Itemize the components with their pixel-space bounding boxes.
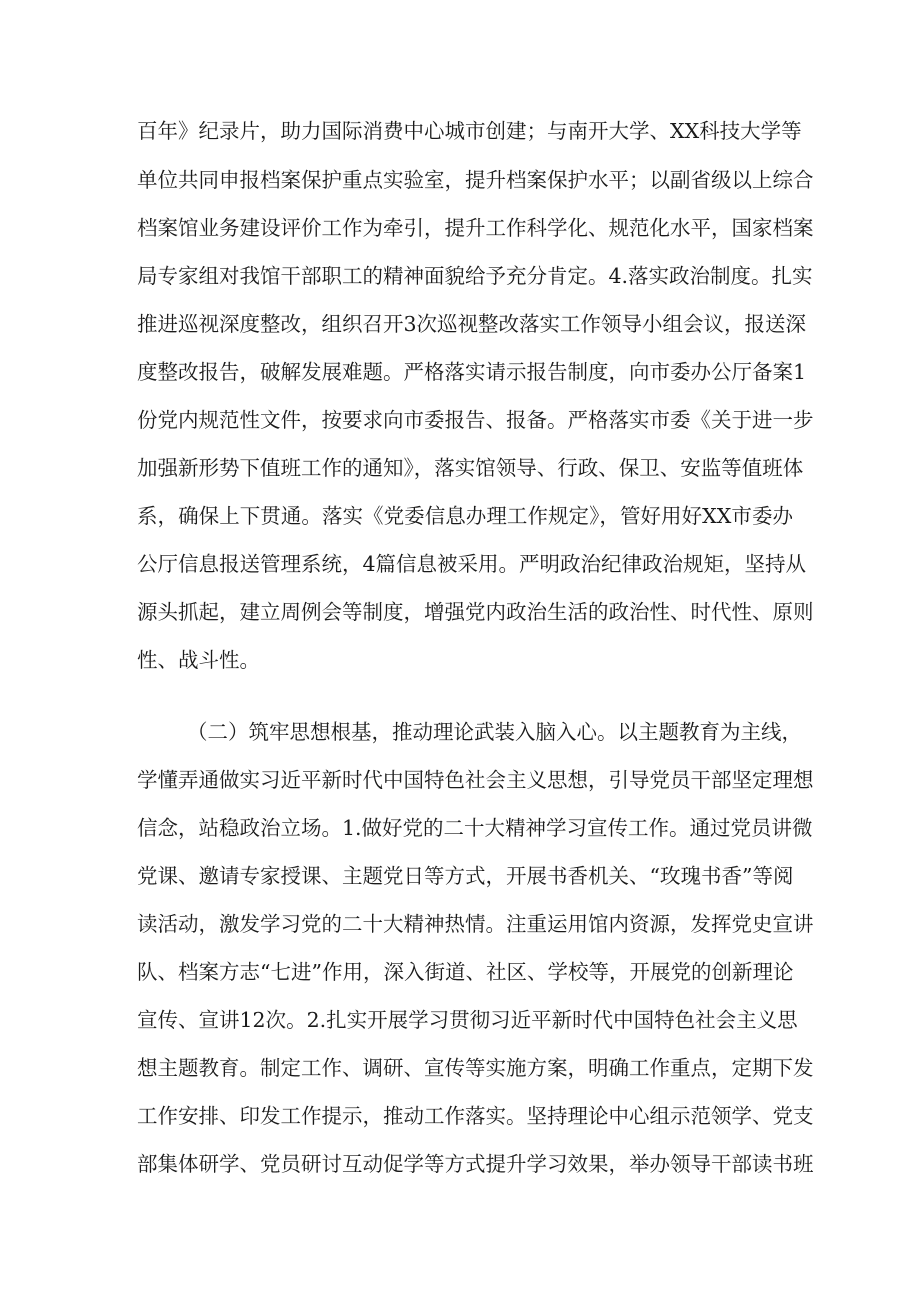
- text-line: 百年》纪录片，助力国际消费中心城市创建；与南开大学、XX科技大学等: [137, 119, 802, 143]
- text-line: 份党内规范性文件，按要求向市委报告、报备。严格落实市委《关于进一步: [137, 408, 814, 432]
- text-line: 部集体研学、党员研讨互动促学等方式提升学习效果，举办领导干部读书班: [137, 1152, 814, 1176]
- text-line: 信念，站稳政治立场。1.做好党的二十大精神学习宣传工作。通过党员讲微: [137, 816, 813, 840]
- text-line: 队、档案方志“七进”作用，深入街道、社区、学校等，开展党的创新理论: [137, 960, 794, 984]
- text-line: 系，确保上下贯通。落实《党委信息办理工作规定》，管好用好XX市委办: [137, 504, 793, 528]
- text-line: 加强新形势下值班工作的通知》，落实馆领导、行政、保卫、安监等值班体: [137, 456, 804, 480]
- text-line: 公厅信息报送管理系统，4篇信息被采用。严明政治纪律政治规矩，坚持从: [137, 552, 807, 576]
- text-line: 推进巡视深度整改，组织召开3次巡视整改落实工作领导小组会议，报送深: [137, 312, 807, 336]
- text-line: 性、战斗性。: [137, 648, 260, 672]
- text-line: 宣传、宣讲12次。2.扎实开展学习贯彻习近平新时代中国特色社会主义思: [137, 1008, 798, 1032]
- text-line: （二）筑牢思想根基，推动理论武装入脑入心。以主题教育为主线，: [187, 720, 802, 744]
- text-line: 局专家组对我馆干部职工的精神面貌给予充分肯定。4.落实政治制度。扎实: [137, 264, 813, 288]
- text-line: 档案馆业务建设评价工作为牵引，提升工作科学化、规范化水平，国家档案: [137, 216, 814, 240]
- text-line: 度整改报告，破解发展难题。严格落实请示报告制度，向市委办公厅备案1: [137, 360, 807, 384]
- text-line: 学懂弄通做实习近平新时代中国特色社会主义思想，引导党员干部坚定理想: [137, 768, 814, 792]
- text-line: 源头抓起，建立周例会等制度，增强党内政治生活的政治性、时代性、原则: [137, 600, 814, 624]
- text-line: 想主题教育。制定工作、调研、宣传等实施方案，明确工作重点，定期下发: [137, 1056, 814, 1080]
- text-line: 单位共同申报档案保护重点实验室，提升档案保护水平；以副省级以上综合: [137, 168, 814, 192]
- text-line: 党课、邀请专家授课、主题党日等方式，开展书香机关、“玫瑰书香”等阅: [137, 864, 794, 888]
- text-line: 工作安排、印发工作提示，推动工作落实。坚持理论中心组示范领学、党支: [137, 1104, 814, 1128]
- text-line: 读活动，激发学习党的二十大精神热情。注重运用馆内资源，发挥党史宣讲: [137, 912, 814, 936]
